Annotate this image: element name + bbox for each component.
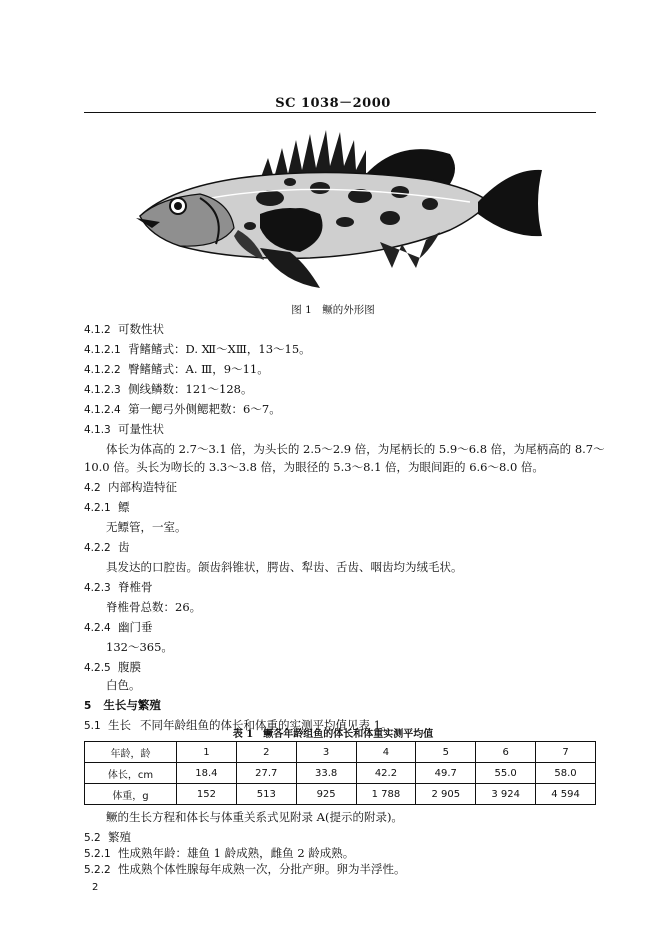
section-4-2-1: 4.2.1 鳔 [84, 500, 130, 514]
paragraph-measurable-line2: 10.0 倍。头长为吻长的 3.3～3.8 倍，为眼径的 5.3～8.1 倍，为眼间距的 6.6～8.0 倍。 [84, 460, 544, 474]
figure-caption: 图 1 鳜的外形图 [291, 304, 375, 316]
paragraph-measurable-line1: 体长为体高的 2.7～3.1 倍，为头长的 2.5～2.9 倍，为尾柄长的 5.9～6.8 倍，为尾柄高的 8.7～ [106, 442, 605, 456]
section-5-1: 5.1 生长 [84, 718, 132, 732]
fish-illustration [130, 118, 550, 290]
header-rule [84, 112, 596, 113]
table-header-cell: 5 [416, 742, 476, 763]
section-4-2-4: 4.2.4 幽门垂 [84, 620, 153, 634]
table-cell: 55.0 [476, 763, 536, 784]
table-cell: 体重，g [85, 784, 177, 805]
table-header-cell: 年龄，龄 [85, 742, 177, 763]
section-4-2: 4.2 内部构造特征 [84, 480, 178, 494]
table-header-cell: 7 [536, 742, 596, 763]
section-4-1-2-1: 4.1.2.1 背鳍鳍式：D. Ⅻ～ⅩⅢ，13～15。 [84, 342, 311, 356]
paragraph-growth-note: 鳜的生长方程和体长与体重关系式见附录 A(提示的附录)。 [106, 810, 403, 824]
table-cell: 4 594 [536, 784, 596, 805]
table-header-cell: 3 [296, 742, 356, 763]
table-cell: 1 788 [356, 784, 416, 805]
table-header-cell: 6 [476, 742, 536, 763]
paragraph-peritoneum: 白色。 [106, 678, 141, 692]
paragraph-pyloric: 132～365。 [106, 640, 173, 654]
table-cell: 2 905 [416, 784, 476, 805]
table-cell: 152 [177, 784, 237, 805]
table-cell: 3 924 [476, 784, 536, 805]
table-cell: 49.7 [416, 763, 476, 784]
section-5: 5 生长与繁殖 [84, 698, 161, 712]
section-5-2: 5.2 繁殖 [84, 830, 132, 844]
section-5-2-1: 5.2.1 性成熟年龄：雄鱼 1 龄成熟，雌鱼 2 龄成熟。 [84, 846, 355, 860]
paragraph-teeth: 具发达的口腔齿。颌齿斜锥状，腭齿、犁齿、舌齿、咽齿均为绒毛状。 [106, 560, 463, 574]
table-cell: 58.0 [536, 763, 596, 784]
table-header-cell: 4 [356, 742, 416, 763]
table-cell: 513 [236, 784, 296, 805]
table-row [85, 763, 596, 784]
table-header-cell: 1 [177, 742, 237, 763]
section-4-2-5: 4.2.5 腹膜 [84, 660, 142, 674]
table-1 [84, 741, 596, 805]
table-row [85, 784, 596, 805]
paragraph-swimbladder: 无鳔管，一室。 [106, 520, 187, 534]
table-header-cell: 2 [236, 742, 296, 763]
section-4-2-2: 4.2.2 齿 [84, 540, 130, 554]
section-4-1-2-3: 4.1.2.3 侧线鳞数：121～128。 [84, 382, 253, 396]
table-cell: 42.2 [356, 763, 416, 784]
table-cell: 925 [296, 784, 356, 805]
paragraph-vertebrae: 脊椎骨总数：26。 [106, 600, 202, 614]
section-4-1-2: 4.1.2 可数性状 [84, 322, 165, 336]
table-cell: 27.7 [236, 763, 296, 784]
table-cell: 体长，cm [85, 763, 177, 784]
standard-header: SC 1038－2000 [275, 96, 391, 111]
section-4-1-2-4: 4.1.2.4 第一鳃弓外侧鳃耙数：6～7。 [84, 402, 281, 416]
section-4-1-2-2: 4.1.2.2 臀鳍鳍式：A. Ⅲ，9～11。 [84, 362, 269, 376]
table-title: 表 1 鳜各年龄组鱼的体长和体重实测平均值 [232, 729, 434, 740]
table-cell: 33.8 [296, 763, 356, 784]
table-cell: 18.4 [177, 763, 237, 784]
section-4-1-3: 4.1.3 可量性状 [84, 422, 165, 436]
page-number: 2 [92, 882, 99, 893]
paragraph-growth-intro: 不同年龄组鱼的体长和体重的实测平均值见表 1。 [140, 718, 393, 732]
section-4-2-3: 4.2.3 脊椎骨 [84, 580, 153, 594]
table-header-row [85, 742, 596, 763]
section-5-2-2: 5.2.2 性成熟个体性腺每年成熟一次，分批产卵。卵为半浮性。 [84, 862, 406, 876]
